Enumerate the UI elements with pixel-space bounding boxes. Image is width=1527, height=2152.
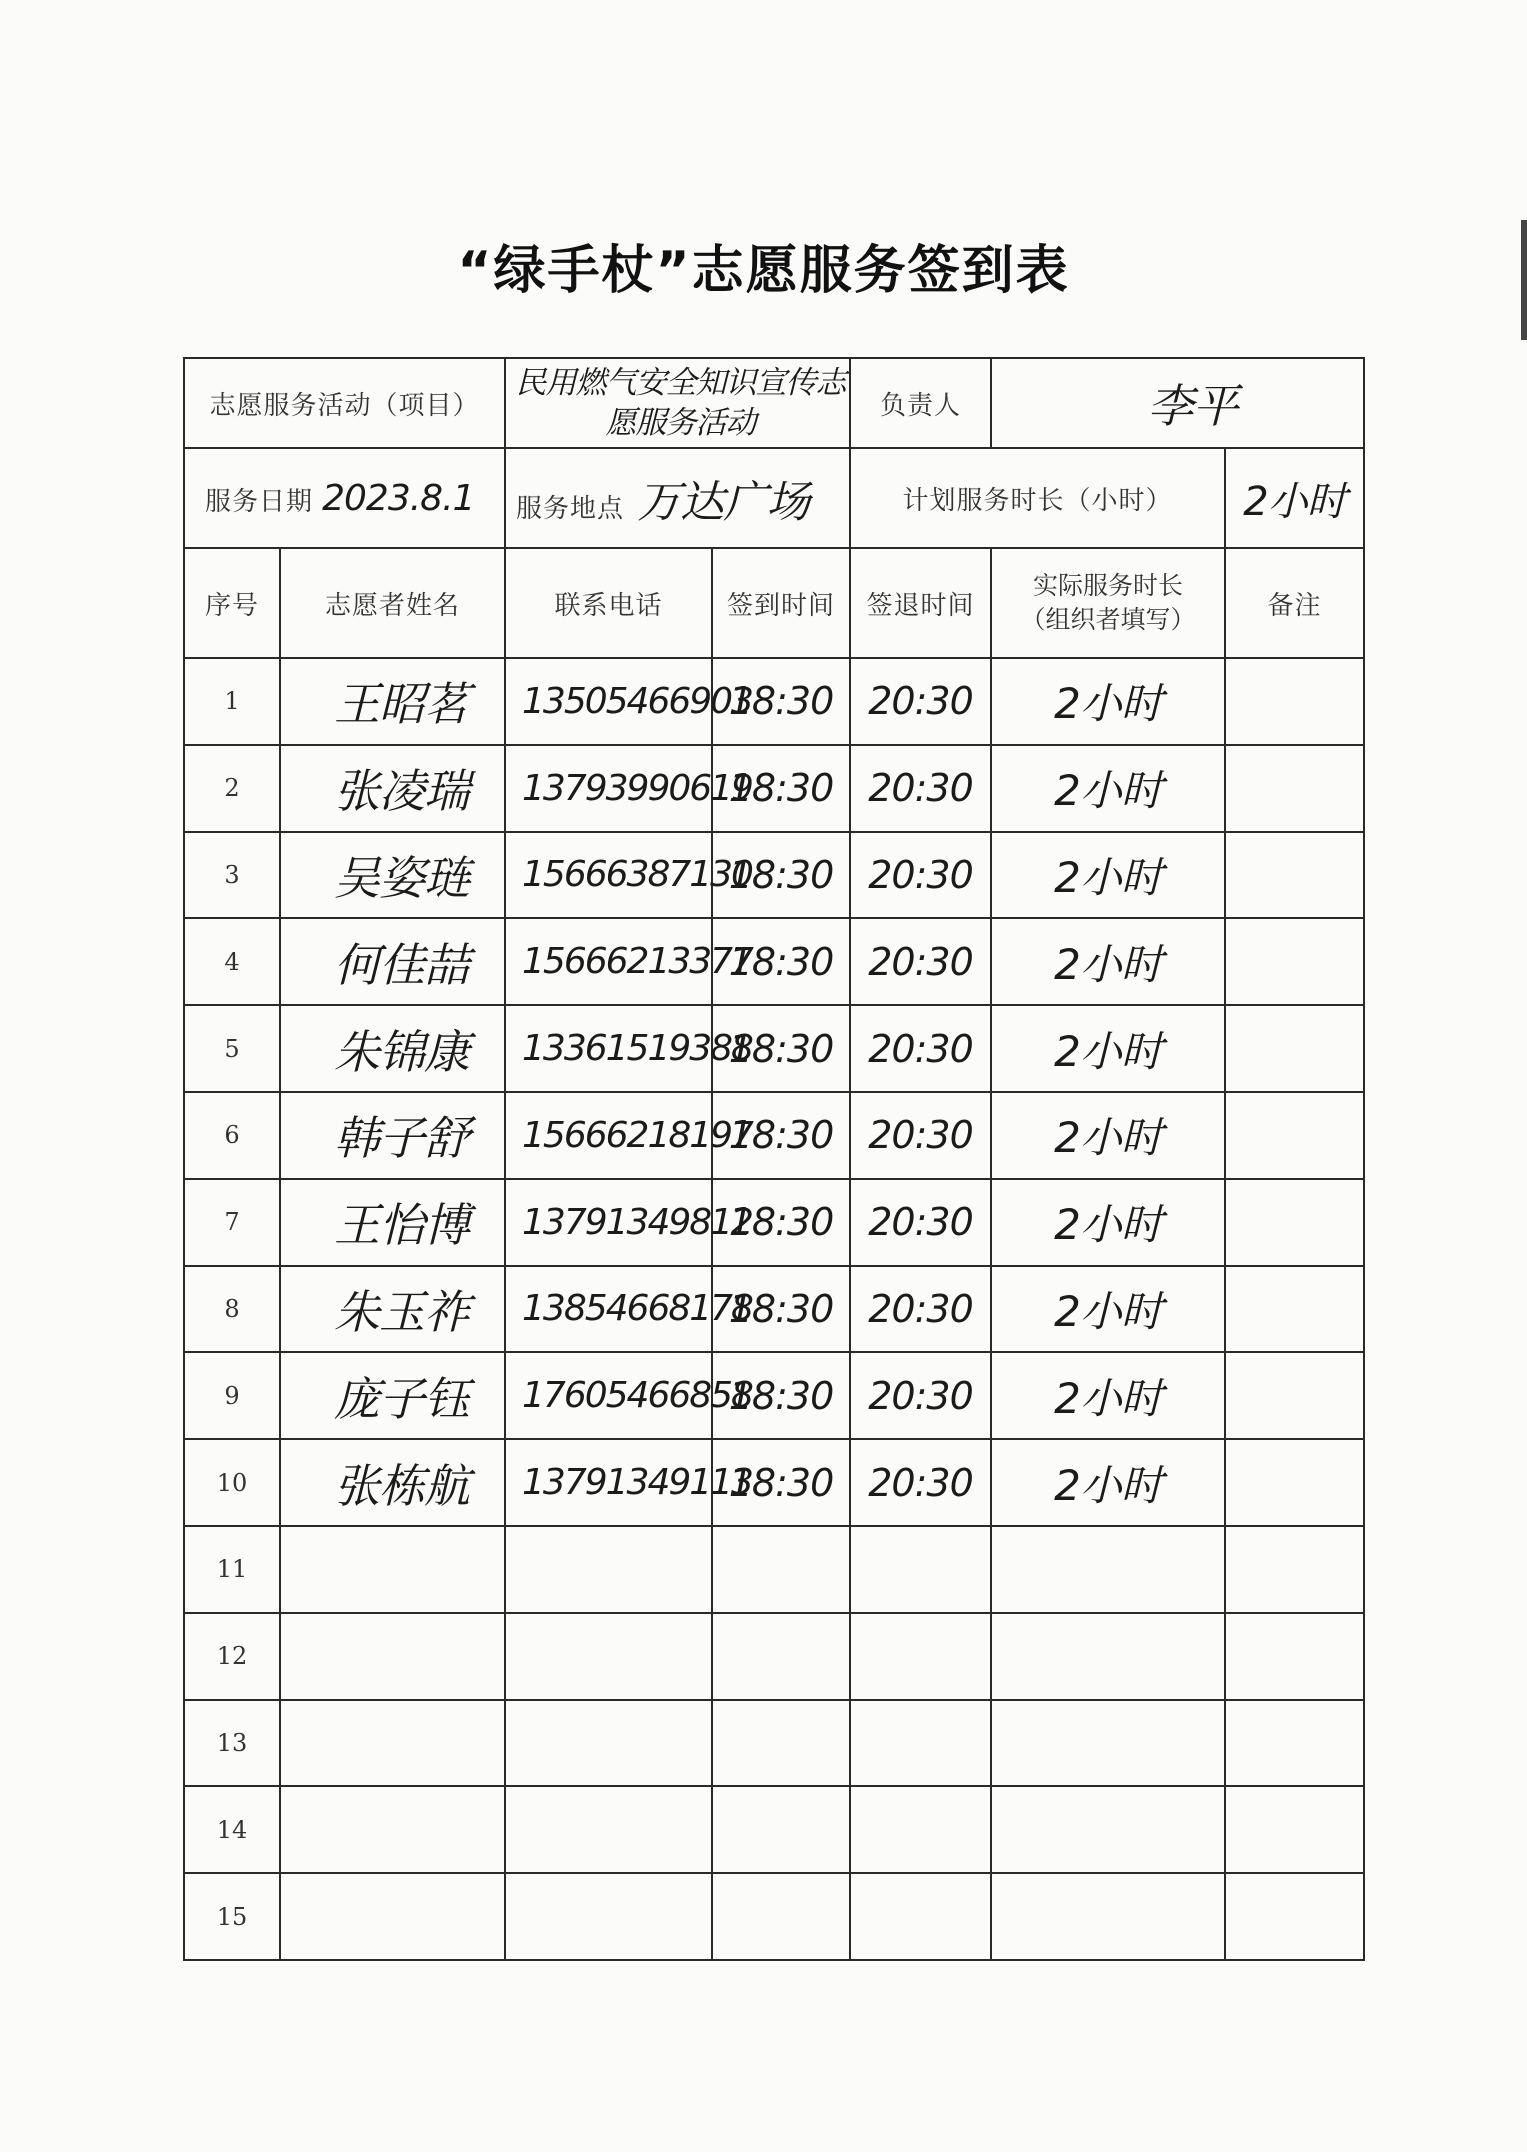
phone-number: [505, 1526, 712, 1613]
remark: [1225, 1873, 1364, 1960]
remark: [1225, 1786, 1364, 1873]
checkin-time: 18:30: [712, 1179, 850, 1266]
checkout-time: 20:30: [850, 1352, 991, 1439]
row-index: 13: [184, 1700, 280, 1787]
phone-number: 13505466903: [505, 658, 712, 745]
phone-number: 13361519388: [505, 1005, 712, 1092]
checkout-time: [850, 1526, 991, 1613]
actual-duration: 2小时: [991, 1439, 1225, 1526]
actual-duration: [991, 1526, 1225, 1613]
checkin-time: [712, 1526, 850, 1613]
row-index: 6: [184, 1092, 280, 1179]
phone-number: [505, 1700, 712, 1787]
col-header-checkin: 签到时间: [712, 548, 850, 658]
place-label: 服务地点: [516, 494, 625, 524]
remark: [1225, 1352, 1364, 1439]
volunteer-name: [280, 1873, 505, 1960]
checkin-time: [712, 1700, 850, 1787]
remark: [1225, 1092, 1364, 1179]
checkin-time: 18:30: [712, 1439, 850, 1526]
actual-duration: [991, 1700, 1225, 1787]
table-row: [184, 1092, 1364, 1179]
phone-number: [505, 1873, 712, 1960]
checkout-time: 20:30: [850, 918, 991, 1005]
actual-duration: 2小时: [991, 1179, 1225, 1266]
row-index: 15: [184, 1873, 280, 1960]
actual-duration: 2小时: [991, 1005, 1225, 1092]
checkout-time: 20:30: [850, 745, 991, 832]
checkin-time: 18:30: [712, 1266, 850, 1353]
activity-value: 民用燃气安全知识宣传志愿服务活动: [505, 358, 850, 448]
volunteer-name: 王昭茗: [280, 658, 505, 745]
checkout-time: 20:30: [850, 658, 991, 745]
volunteer-name: [280, 1613, 505, 1700]
checkin-time: [712, 1613, 850, 1700]
checkout-time: [850, 1700, 991, 1787]
place-value: 万达广场: [637, 477, 810, 528]
row-index: 12: [184, 1613, 280, 1700]
phone-number: 15666213377: [505, 918, 712, 1005]
checkout-time: 20:30: [850, 832, 991, 919]
table-row: [184, 1352, 1364, 1439]
row-index: 5: [184, 1005, 280, 1092]
volunteer-name: 何佳喆: [280, 918, 505, 1005]
phone-number: 13791349113: [505, 1439, 712, 1526]
row-index: 1: [184, 658, 280, 745]
volunteer-name: 张栋航: [280, 1439, 505, 1526]
phone-number: 13791349812: [505, 1179, 712, 1266]
actual-duration: 2小时: [991, 1266, 1225, 1353]
activity-row: [184, 358, 1364, 448]
volunteer-name: 韩子舒: [280, 1092, 505, 1179]
date-value: 2023.8.1: [322, 477, 475, 519]
row-index: 9: [184, 1352, 280, 1439]
date-cell: [184, 448, 505, 548]
table-row: [184, 1786, 1364, 1873]
checkin-time: [712, 1786, 850, 1873]
table-row: [184, 918, 1364, 1005]
checkout-time: [850, 1613, 991, 1700]
checkin-time: 18:30: [712, 1092, 850, 1179]
remark: [1225, 1700, 1364, 1787]
table-row: [184, 1179, 1364, 1266]
date-label: 服务日期: [205, 486, 314, 517]
table-row: [184, 658, 1364, 745]
remark: [1225, 1005, 1364, 1092]
checkout-time: [850, 1786, 991, 1873]
remark: [1225, 1526, 1364, 1613]
row-index: 8: [184, 1266, 280, 1353]
remark: [1225, 1179, 1364, 1266]
col-header-index: 序号: [184, 548, 280, 658]
col-header-phone: 联系电话: [505, 548, 712, 658]
volunteer-name: [280, 1700, 505, 1787]
table-row: [184, 1613, 1364, 1700]
actual-duration: [991, 1613, 1225, 1700]
checkin-time: 18:30: [712, 1005, 850, 1092]
remark: [1225, 1266, 1364, 1353]
volunteer-name: 朱玉祚: [280, 1266, 505, 1353]
checkout-time: 20:30: [850, 1179, 991, 1266]
actual-duration: 2小时: [991, 745, 1225, 832]
remark: [1225, 1613, 1364, 1700]
volunteer-name: 朱锦康: [280, 1005, 505, 1092]
remark: [1225, 745, 1364, 832]
phone-number: 17605466858: [505, 1352, 712, 1439]
phone-number: 15666387130: [505, 832, 712, 919]
volunteer-name: [280, 1786, 505, 1873]
checkin-time: 18:30: [712, 918, 850, 1005]
table-row: [184, 1873, 1364, 1960]
actual-duration: 2小时: [991, 1352, 1225, 1439]
col-header-actual-line2: （组织者填写）: [1020, 605, 1196, 634]
row-index: 2: [184, 745, 280, 832]
table-row: [184, 832, 1364, 919]
checkout-time: [850, 1873, 991, 1960]
actual-duration: [991, 1873, 1225, 1960]
table-row: [184, 1005, 1364, 1092]
remark: [1225, 1439, 1364, 1526]
volunteer-name: 王怡博: [280, 1179, 505, 1266]
phone-number: [505, 1613, 712, 1700]
planned-duration-label: 计划服务时长（小时）: [850, 448, 1225, 548]
volunteer-name: 张凌瑞: [280, 745, 505, 832]
remark: [1225, 658, 1364, 745]
page-title: “绿手杖”志愿服务签到表: [457, 241, 1070, 301]
row-index: 14: [184, 1786, 280, 1873]
remark: [1225, 832, 1364, 919]
col-header-checkout: 签退时间: [850, 548, 991, 658]
actual-duration: [991, 1786, 1225, 1873]
checkin-time: 18:30: [712, 832, 850, 919]
planned-duration-value: 2小时: [1225, 448, 1364, 548]
table-row: [184, 1266, 1364, 1353]
leader-value: 李平: [991, 358, 1364, 448]
table-row: [184, 745, 1364, 832]
phone-number: [505, 1786, 712, 1873]
phone-number: 15666218197: [505, 1092, 712, 1179]
activity-label: 志愿服务活动（项目）: [184, 358, 505, 448]
checkout-time: 20:30: [850, 1092, 991, 1179]
actual-duration: 2小时: [991, 1092, 1225, 1179]
row-index: 10: [184, 1439, 280, 1526]
header-row: [184, 548, 1364, 658]
remark: [1225, 918, 1364, 1005]
phone-number: 13793990619: [505, 745, 712, 832]
phone-number: 13854668178: [505, 1266, 712, 1353]
checkin-time: 18:30: [712, 745, 850, 832]
row-index: 3: [184, 832, 280, 919]
row-index: 11: [184, 1526, 280, 1613]
col-header-remark: 备注: [1225, 548, 1364, 658]
row-index: 7: [184, 1179, 280, 1266]
table-row: [184, 1700, 1364, 1787]
place-cell: [505, 448, 850, 548]
checkout-time: 20:30: [850, 1005, 991, 1092]
col-header-name: 志愿者姓名: [280, 548, 505, 658]
checkin-time: 18:30: [712, 658, 850, 745]
actual-duration: 2小时: [991, 918, 1225, 1005]
actual-duration: 2小时: [991, 658, 1225, 745]
table-row: [184, 1439, 1364, 1526]
leader-label: 负责人: [850, 358, 991, 448]
col-header-actual-line1: 实际服务时长: [1033, 571, 1184, 600]
volunteer-name: [280, 1526, 505, 1613]
table-row: [184, 1526, 1364, 1613]
checkout-time: 20:30: [850, 1439, 991, 1526]
actual-duration: 2小时: [991, 832, 1225, 919]
volunteer-name: 庞子钰: [280, 1352, 505, 1439]
row-index: 4: [184, 918, 280, 1005]
date-place-row: [184, 448, 1364, 548]
checkin-time: 18:30: [712, 1352, 850, 1439]
col-header-actual-duration: [991, 548, 1225, 658]
sign-in-table: [183, 357, 1365, 1961]
checkout-time: 20:30: [850, 1266, 991, 1353]
checkin-time: [712, 1873, 850, 1960]
volunteer-name: 吴姿琏: [280, 832, 505, 919]
